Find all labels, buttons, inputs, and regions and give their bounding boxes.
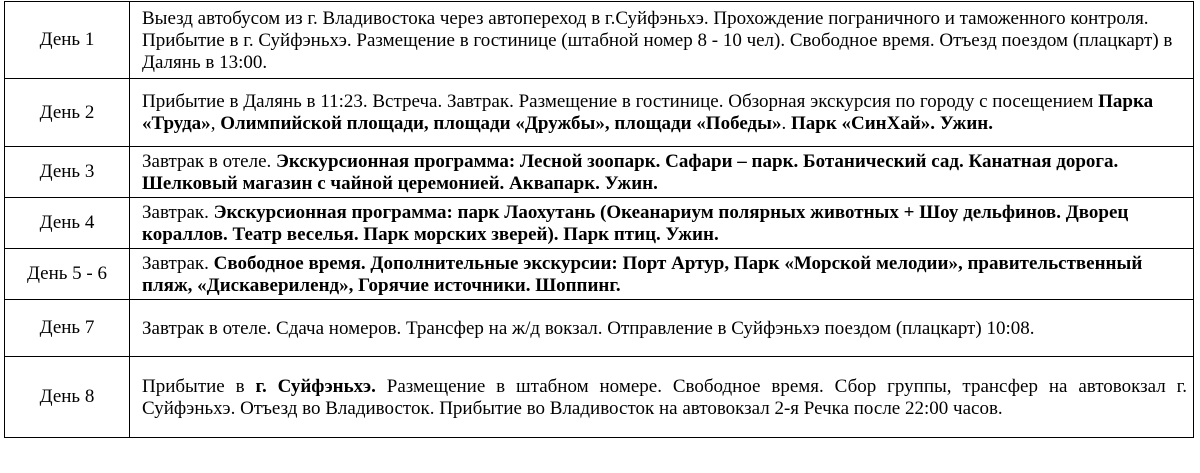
day-label: День 2 — [5, 79, 130, 147]
description-text: , — [210, 113, 221, 134]
day-label: День 7 — [5, 300, 130, 357]
description-text: Завтрак в отеле. — [142, 150, 277, 172]
day-label: День 1 — [5, 2, 130, 79]
description-text: Размещение в штабном номере. Свободное время. Сбор группы, трансфер на автовокзал г. Суйфэньхэ. Отъезд во Владивосток. Прибытие во Владивосток на автовокзал 2-я Речка после 22:00 часов. — [142, 375, 1188, 419]
day-description — [130, 147, 1194, 198]
description-text: Выезд автобусом из г. Владивостока через автопереход в г.Суйфэньхэ. Прохождение пограничного и таможенного контроля. Прибытие в г. Суйфэньхэ. Размещение в гостинице (штабной номер 8 - 10 чел). Свободное время. Отъезд поездом (плацкарт) в Далянь в 13:00. — [142, 7, 1173, 73]
highlighted-text: Парка «Труда» — [142, 91, 1154, 134]
itinerary-row — [5, 79, 1194, 147]
day-label: День 3 — [5, 147, 130, 198]
itinerary-row — [5, 147, 1194, 198]
day-description — [130, 300, 1194, 357]
day-description — [130, 79, 1194, 147]
itinerary-body — [5, 2, 1194, 438]
highlighted-text: г. Суйфэньхэ. — [255, 375, 376, 397]
description-text: . — [781, 113, 791, 134]
itinerary-row — [5, 300, 1194, 357]
day-description — [130, 249, 1194, 300]
day-description — [130, 357, 1194, 438]
highlighted-text: Экскурсионная программа: Лесной зоопарк. Сафари – парк. Ботанический сад. Канатная дорога. Шелковый магазин с чайной церемонией. Аквапарк. Ужин. — [142, 150, 1119, 194]
day-description — [130, 2, 1194, 79]
itinerary-row — [5, 2, 1194, 79]
itinerary-row — [5, 198, 1194, 249]
highlighted-text: Олимпийской площади, площади «Дружбы», площади «Победы» — [220, 113, 782, 134]
description-text: Прибытие в — [142, 375, 256, 397]
itinerary-row — [5, 249, 1194, 300]
day-description — [130, 198, 1194, 249]
day-label: День 4 — [5, 198, 130, 249]
highlighted-text: Экскурсионная программа: парк Лаохутань (Океанариум полярных животных + Шоу дельфинов. Дворец кораллов. Театр веселья. Парк морских зверей). Парк птиц. Ужин. — [142, 201, 1129, 245]
itinerary-row — [5, 357, 1194, 438]
description-text: Завтрак. — [142, 201, 214, 223]
highlighted-text: Свободное время. Дополнительные экскурсии: Порт Артур, Парк «Морской мелодии», правительственный пляж, «Дискавериленд», Горячие источники. Шоппинг. — [142, 252, 1143, 296]
day-label: День 5 - 6 — [5, 249, 130, 300]
day-label: День 8 — [5, 357, 130, 438]
description-text: Прибытие в Далянь в 11:23. Встреча. Завтрак. Размещение в гостинице. Обзорная экскурсия по городу с посещением — [142, 91, 1099, 112]
description-text: Завтрак в отеле. Сдача номеров. Трансфер на ж/д вокзал. Отправление в Суйфэньхэ поездом (плацкарт) 10:08. — [142, 317, 1035, 339]
itinerary-table — [4, 1, 1194, 438]
description-text: Завтрак. — [142, 252, 214, 274]
highlighted-text: Парк «СинХай». Ужин. — [790, 113, 993, 134]
